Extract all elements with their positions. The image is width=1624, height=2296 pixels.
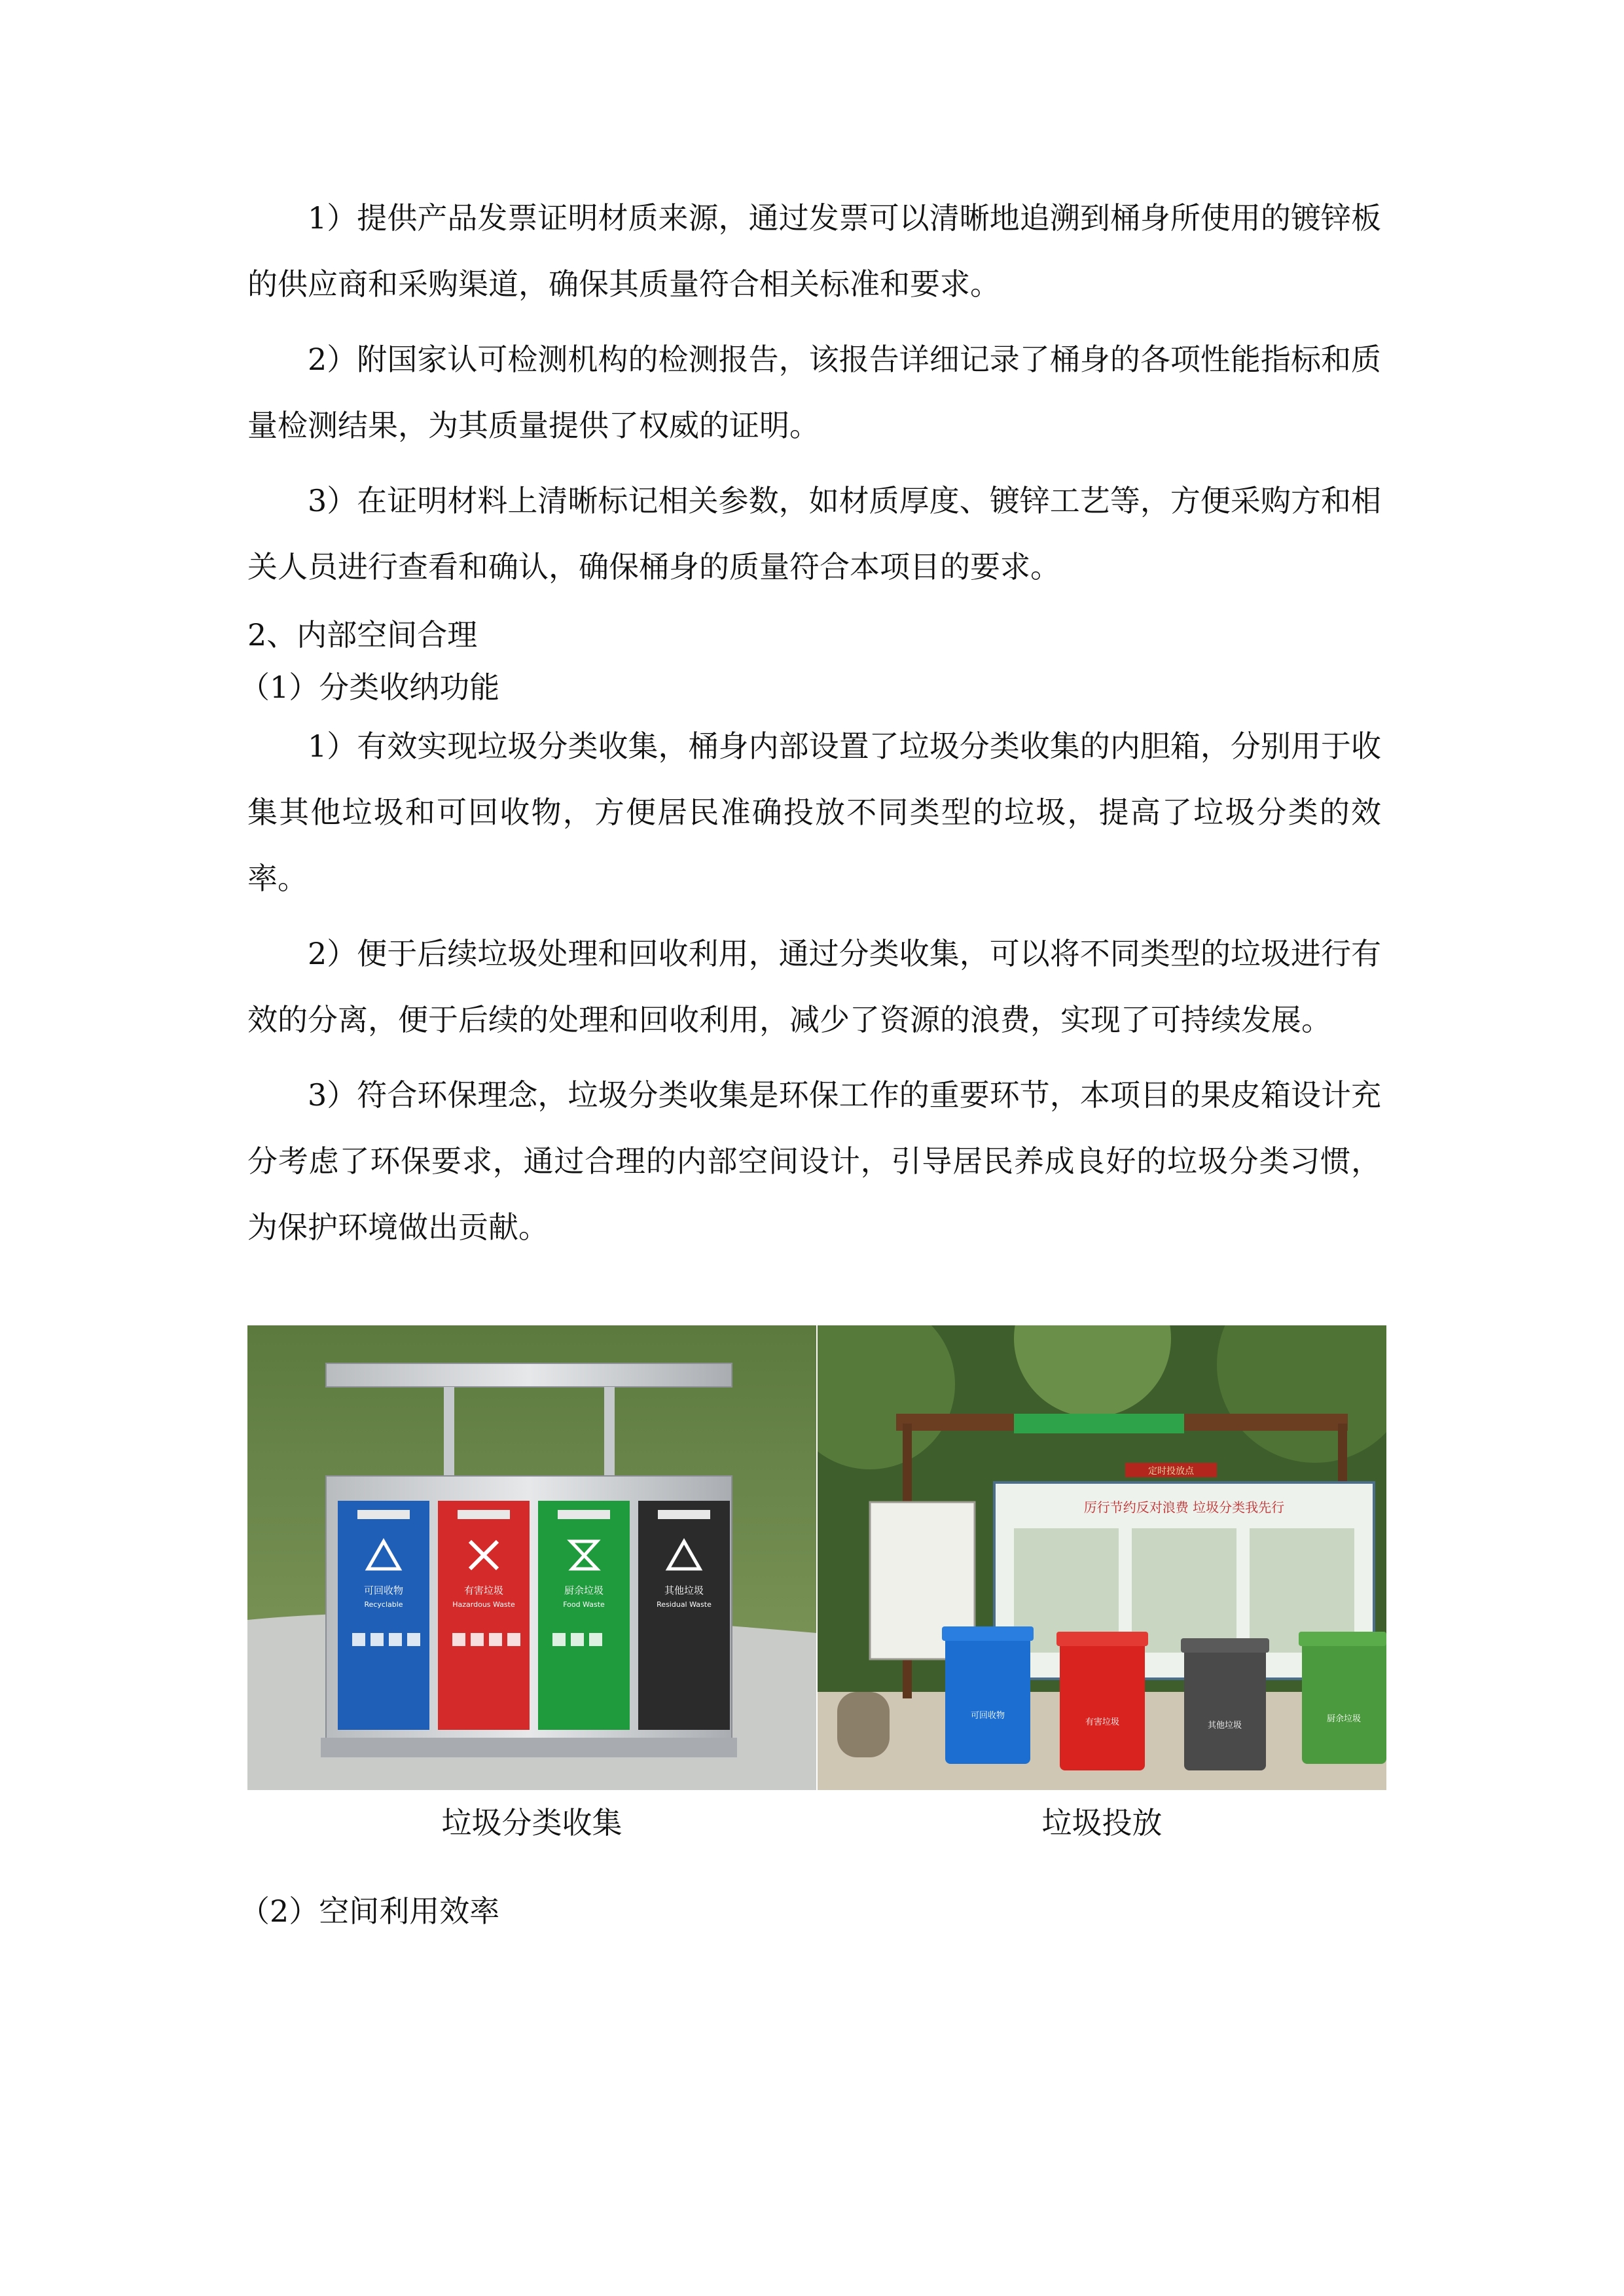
bin-label-hazardous: 有害垃圾 bbox=[463, 1585, 504, 1596]
right-bin-recyclable: 可回收物 bbox=[970, 1711, 1005, 1721]
sorting-bin-illustration bbox=[247, 1325, 816, 1790]
right-bin-hazardous: 有害垃圾 bbox=[1085, 1717, 1120, 1727]
section-heading: 2、内部空间合理 bbox=[247, 617, 478, 653]
bin-label-recyclable-en: Recyclable bbox=[364, 1600, 403, 1609]
section-internal-space bbox=[240, 609, 1381, 1261]
bin-label-recyclable: 可回收物 bbox=[363, 1585, 404, 1596]
caption-sorting-collection: 垃圾分类收集 bbox=[441, 1805, 623, 1840]
intro-paragraphs bbox=[247, 185, 1381, 600]
paragraph-invoice: 1）提供产品发票证明材质来源，通过发票可以清晰地追溯到桶身所使用的镀锌板的供应商和采购渠道，确保其质量符合相关标准和要求。 bbox=[247, 200, 1381, 302]
bin-label-food-en: Food Waste bbox=[563, 1600, 605, 1609]
right-bin-other: 其他垃圾 bbox=[1207, 1721, 1242, 1731]
paragraph-environment: 3）符合环保理念，垃圾分类收集是环保工作的重要环节，本项目的果皮箱设计充分考虑了环保要求，通过合理的内部空间设计，引导居民养成良好的垃圾分类习惯，为保护环境做出贡献。 bbox=[247, 1077, 1381, 1245]
paragraph-sorting-collection: 1）有效实现垃圾分类收集，桶身内部设置了垃圾分类收集的内胆箱，分别用于收集其他垃圾和可回收物，方便居民准确投放不同类型的垃圾，提高了垃圾分类的效率。 bbox=[247, 728, 1381, 896]
bin-label-hazardous-en: Hazardous Waste bbox=[452, 1600, 515, 1609]
board-sign: 定时投放点 bbox=[1148, 1466, 1194, 1477]
right-bin-food: 厨余垃圾 bbox=[1326, 1714, 1362, 1724]
bin-label-residual: 其他垃圾 bbox=[664, 1585, 704, 1596]
subsection-heading-sorting: （1）分类收纳功能 bbox=[240, 670, 500, 705]
paragraph-recycling: 2）便于后续垃圾处理和回收利用，通过分类收集，可以将不同类型的垃圾进行有效的分离，便于后续的处理和回收利用，减少了资源的浪费，实现了可持续发展。 bbox=[247, 936, 1381, 1037]
collection-point-illustration bbox=[818, 1325, 1386, 1790]
paragraph-parameters: 3）在证明材料上清晰标记相关参数，如材质厚度、镀锌工艺等，方便采购方和相关人员进行查看和确认，确保桶身的质量符合本项目的要求。 bbox=[247, 483, 1381, 584]
caption-disposal: 垃圾投放 bbox=[1041, 1805, 1163, 1840]
collection-point-photo bbox=[818, 1325, 1386, 1790]
bin-label-food: 厨余垃圾 bbox=[564, 1585, 604, 1596]
section-space-efficiency bbox=[240, 1885, 1373, 1937]
paragraph-test-report: 2）附国家认可检测机构的检测报告，该报告详细记录了桶身的各项性能指标和质量检测结果，为其质量提供了权威的证明。 bbox=[247, 342, 1381, 443]
board-slogan: 厉行节约反对浪费 垃圾分类我先行 bbox=[1083, 1499, 1285, 1515]
figure-row bbox=[247, 1325, 1386, 1790]
sorting-bin-photo bbox=[247, 1325, 816, 1790]
subsection-heading-efficiency: （2）空间利用效率 bbox=[240, 1893, 500, 1929]
bin-label-residual-en: Residual Waste bbox=[657, 1600, 712, 1609]
